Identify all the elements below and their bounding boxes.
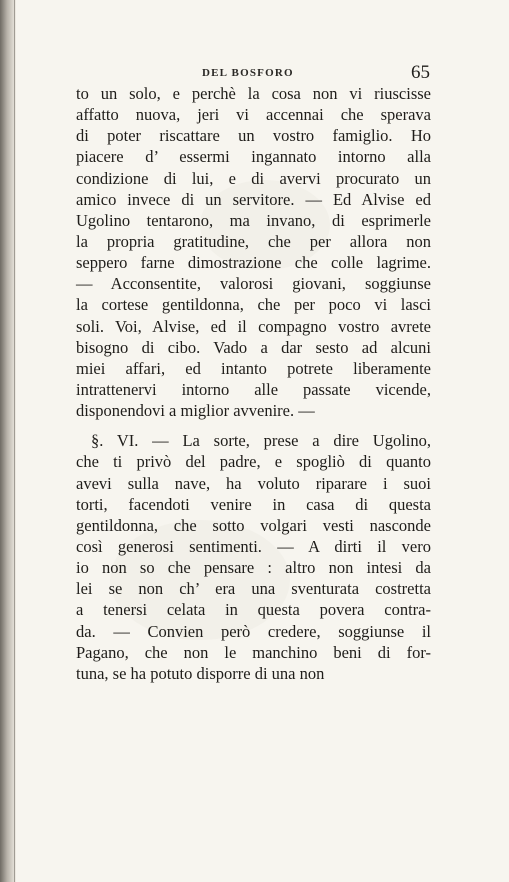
text-line: che ti privò del padre, e spogliò di quanto (76, 452, 431, 472)
text-line: tuna, se ha potuto disporre di una non (76, 663, 325, 683)
text-line: io non so che pensare : altro non intesi da (76, 558, 431, 578)
text-line: disponendovi a miglior avvenire. — (76, 401, 315, 421)
text-line: Ugolino tentarono, ma invano, di esprimerle (76, 210, 431, 230)
text-line: bisogno di cibo. Vado a dar sesto ad alcuni (76, 337, 431, 357)
text-line: — Acconsentite, valorosi giovani, soggiunse (76, 274, 431, 294)
text-line: soli. Voi, Alvise, ed il compagno vostro avrete (76, 316, 431, 336)
text-line: piacere d’ essermi ingannato intorno alla (76, 147, 431, 167)
page-number: 65 (411, 62, 430, 83)
spine-edge (14, 0, 15, 882)
text-line: miei affari, ed intanto potrete liberamente (76, 358, 431, 378)
text-line: a tenersi celata in questa povera contra- (76, 600, 431, 620)
text-line: affatto nuova, jeri vi accennai che sperava (76, 105, 431, 125)
running-head: DEL BOSFORO (202, 67, 294, 79)
text-line: la cortese gentildonna, che per poco vi lasci (76, 295, 431, 315)
text-line: così generosi sentimenti. — A dirti il vero (76, 536, 431, 556)
text-line: lei se non ch’ era una sventurata costretta (76, 579, 431, 599)
body-text (76, 83, 431, 684)
text-line: Pagano, che non le manchino beni di for- (76, 642, 431, 662)
page-header (74, 62, 430, 84)
text-line: amico invece di un servitore. — Ed Alvise ed (76, 189, 431, 209)
text-line: avevi sulla nave, ha voluto riparare i suoi (76, 473, 431, 493)
text-line: di poter riscattare un vostro famiglio. Ho (76, 126, 431, 146)
text-line: intrattenervi intorno alle passate vicende, (76, 379, 431, 399)
text-line: da. — Convien però credere, soggiunse il (76, 621, 431, 641)
text-line: seppero farne dimostrazione che colle lagrime. (76, 253, 431, 273)
text-line: to un solo, e perchè la cosa non vi riuscisse (76, 84, 431, 103)
text-line: condizione di lui, e di avervi procurato un (76, 168, 431, 188)
text-line: gentildonna, che sotto volgari vesti nasconde (76, 515, 431, 535)
text-line: la propria gratitudine, che per allora non (76, 231, 431, 251)
section-heading-line: §. VI. — La sorte, prese a dire Ugolino, (91, 431, 431, 451)
text-line: torti, facendoti venire in casa di questa (76, 494, 431, 514)
